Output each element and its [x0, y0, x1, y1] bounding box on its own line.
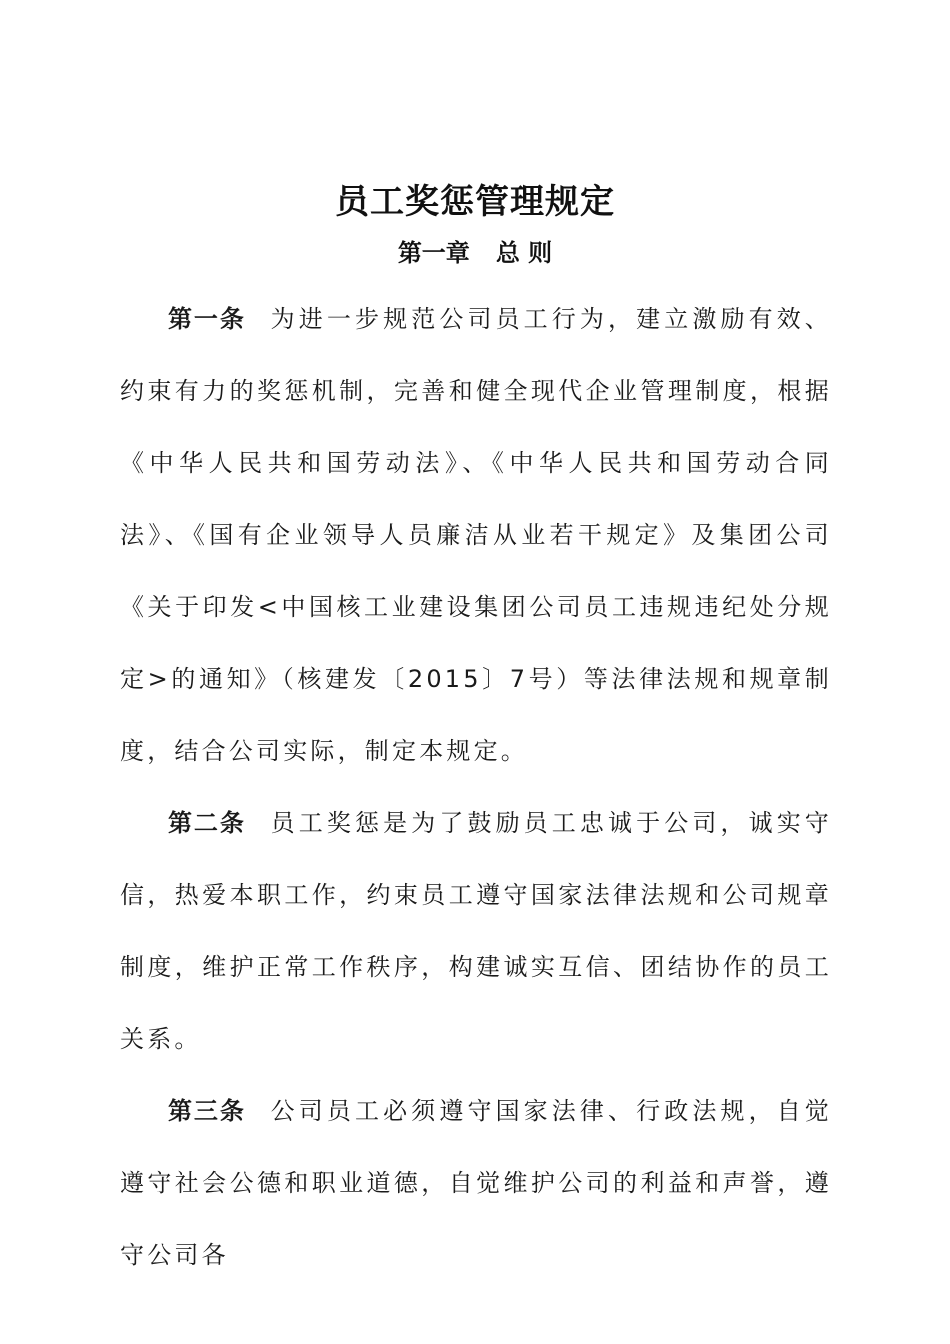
article-1: [120, 283, 832, 787]
chapter-name: 总 则: [495, 239, 553, 267]
article-2-label: 第二条: [168, 809, 246, 837]
article-2-text: 员工奖惩是为了鼓励员工忠诚于公司，诚实守信，热爱本职工作，约束员工遵守国家法律法规和公司规章制度，维护正常工作秩序，构建诚实互信、团结协作的员工关系。: [120, 809, 833, 1053]
article-3-label: 第三条: [168, 1097, 246, 1125]
article-3: [120, 1075, 832, 1291]
chapter-heading: [0, 233, 950, 273]
chapter-number: 第一章: [397, 239, 470, 267]
article-1-label: 第一条: [168, 305, 246, 333]
document-title: 员工奖惩管理规定: [335, 182, 615, 222]
article-3-text: 公司员工必须遵守国家法律、行政法规，自觉遵守社会公德和职业道德，自觉维护公司的利益和声誉，遵守公司各: [120, 1097, 833, 1269]
article-2: [120, 787, 832, 1075]
article-1-text: 为进一步规范公司员工行为，建立激励有效、约束有力的奖惩机制，完善和健全现代企业管理制度，根据《中华人民共和国劳动法》、《中华人民共和国劳动合同法》、《国有企业领导人员廉洁从业若干规定》及集团公司《关于印发<中国核工业建设集团公司员工违规违纪处分规定>的通知》（核建发〔2015〕7号）等法律法规和规章制度，结合公司实际，制定本规定。: [120, 305, 833, 765]
document-body: [120, 283, 832, 1291]
